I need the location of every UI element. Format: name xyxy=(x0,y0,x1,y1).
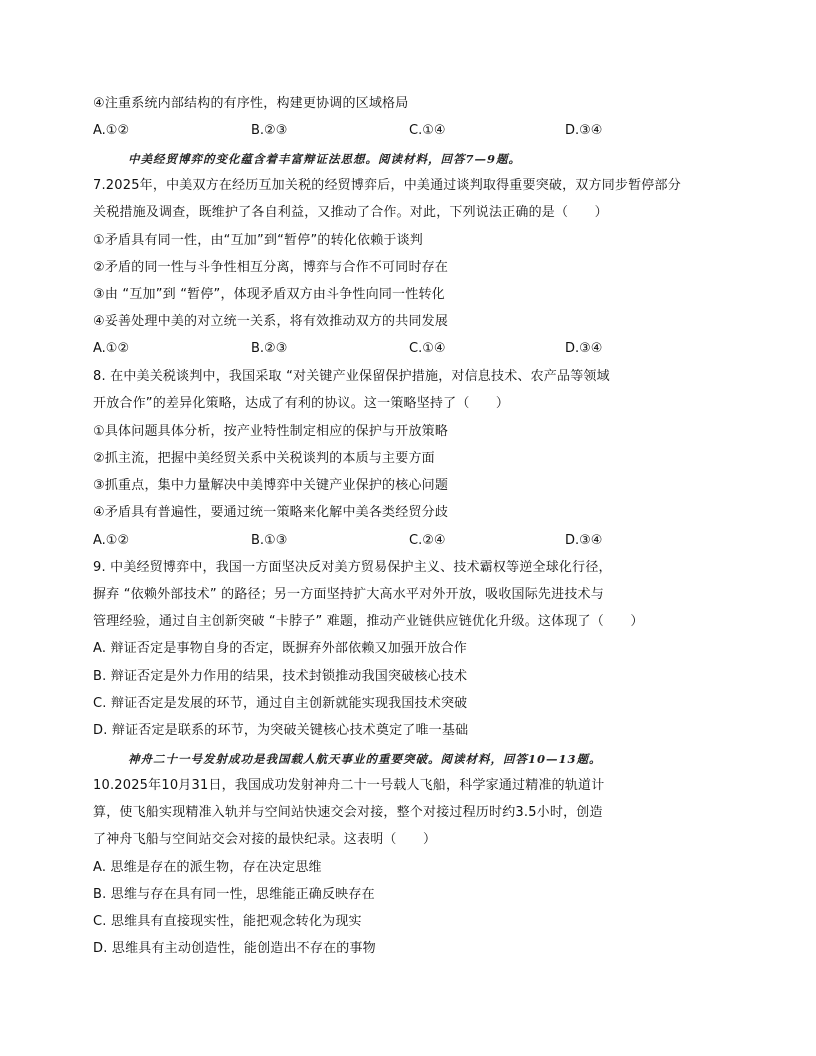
question-7-statement: ②矛盾的同一性与斗争性相互分离，博弈与合作不可同时存在 xyxy=(93,260,449,275)
question-9-option-c: C. 辩证否定是发展的环节，通过自主创新就能实现我国技术突破 xyxy=(93,696,468,711)
answer-options xyxy=(93,122,733,140)
question-9-stem: 9. 中美经贸博弈中，我国一方面坚决反对美方贸易保护主义、技术霸权等逆全球化行径， xyxy=(93,560,612,575)
question-8-statement: ③抓重点，集中力量解决中美博弈中关键产业保护的核心问题 xyxy=(93,478,449,493)
question-7-options xyxy=(93,340,733,358)
question-9-stem: 摒弃 “依赖外部技术” 的路径；另一方面坚持扩大高水平对外开放，吸收国际先进技术与 xyxy=(93,587,604,602)
question-10-option-d: D. 思维具有主动创造性，能创造出不存在的事物 xyxy=(93,941,376,956)
question-10-option-c: C. 思维具有直接现实性，能把观念转化为现实 xyxy=(93,914,362,929)
question-8-stem: 开放合作”的差异化策略，达成了有利的协议。这一策略坚持了（ ） xyxy=(93,396,510,411)
question-7-stem: 7.2025年，中美双方在经历互加关税的经贸博弈后，中美通过谈判取得重要突破，双方同步暂停部分 xyxy=(93,178,681,193)
question-10-option-b: B. 思维与存在具有同一性，思维能正确反映存在 xyxy=(93,887,375,902)
question-7-statement: ③由 “互加”到 “暂停”，体现矛盾双方由斗争性向同一性转化 xyxy=(93,287,445,302)
question-10-stem: 了神舟飞船与空间站交会对接的最快纪录。这表明（ ） xyxy=(93,832,437,847)
question-8-options xyxy=(93,532,733,550)
option-d: D.③④ xyxy=(565,123,603,138)
option-b: B.①③ xyxy=(251,533,288,548)
question-9-option-b: B. 辩证否定是外力作用的结果，技术封锁推动我国突破核心技术 xyxy=(93,669,468,684)
question-10-stem: 10.2025年10月31日，我国成功发射神舟二十一号载人飞船，科学家通过精准的轨道计 xyxy=(93,778,605,793)
question-8-statement: ①具体问题具体分析，按产业特性制定相应的保护与开放策略 xyxy=(93,424,449,439)
question-7-statement: ④妥善处理中美的对立统一关系，将有效推动双方的共同发展 xyxy=(93,314,449,329)
question-10-stem: 算，使飞船实现精准入轨并与空间站快速交会对接，整个对接过程历时约3.5小时，创造 xyxy=(93,805,603,820)
option-d: D.③④ xyxy=(565,533,603,548)
option-d: D.③④ xyxy=(565,341,603,356)
option-a: A.①② xyxy=(93,341,130,356)
option-a: A.①② xyxy=(93,533,130,548)
option-c: C.①④ xyxy=(409,123,446,138)
section-intro: 中美经贸博弈的变化蕴含着丰富辩证法思想。阅读材料，回答7—9题。 xyxy=(128,152,521,166)
question-9-option-a: A. 辩证否定是事物自身的否定，既摒弃外部依赖又加强开放合作 xyxy=(93,641,467,656)
question-8-statement: ④矛盾具有普遍性，要通过统一策略来化解中美各类经贸分歧 xyxy=(93,505,449,520)
option-b: B.②③ xyxy=(251,123,288,138)
question-9-option-d: D. 辩证否定是联系的环节，为突破关键核心技术奠定了唯一基础 xyxy=(93,723,469,738)
question-8-stem: 8. 在中美关税谈判中，我国采取 “对关键产业保留保护措施，对信息技术、农产品等领域 xyxy=(93,369,610,384)
option-c: C.①④ xyxy=(409,341,446,356)
section-intro: 神舟二十一号发射成功是我国载人航天事业的重要突破。阅读材料，回答10—13题。 xyxy=(128,752,602,766)
question-10-option-a: A. 思维是存在的派生物，存在决定思维 xyxy=(93,860,322,875)
option-b: B.②③ xyxy=(251,341,288,356)
question-7-stem: 关税措施及调查，既维护了各自利益，又推动了合作。对此，下列说法正确的是（ ） xyxy=(93,205,608,220)
option-a: A.①② xyxy=(93,123,130,138)
question-9-stem: 管理经验，通过自主创新突破 “卡脖子” 难题，推动产业链供应链优化升级。这体现了（ ） xyxy=(93,614,644,629)
question-7-statement: ①矛盾具有同一性，由“互加”到“暂停”的转化依赖于谈判 xyxy=(93,233,423,248)
question-8-statement: ②抓主流，把握中美经贸关系中关税谈判的本质与主要方面 xyxy=(93,451,435,466)
option-c: C.②④ xyxy=(409,533,446,548)
statement-4: ④注重系统内部结构的有序性，构建更协调的区域格局 xyxy=(93,96,409,111)
